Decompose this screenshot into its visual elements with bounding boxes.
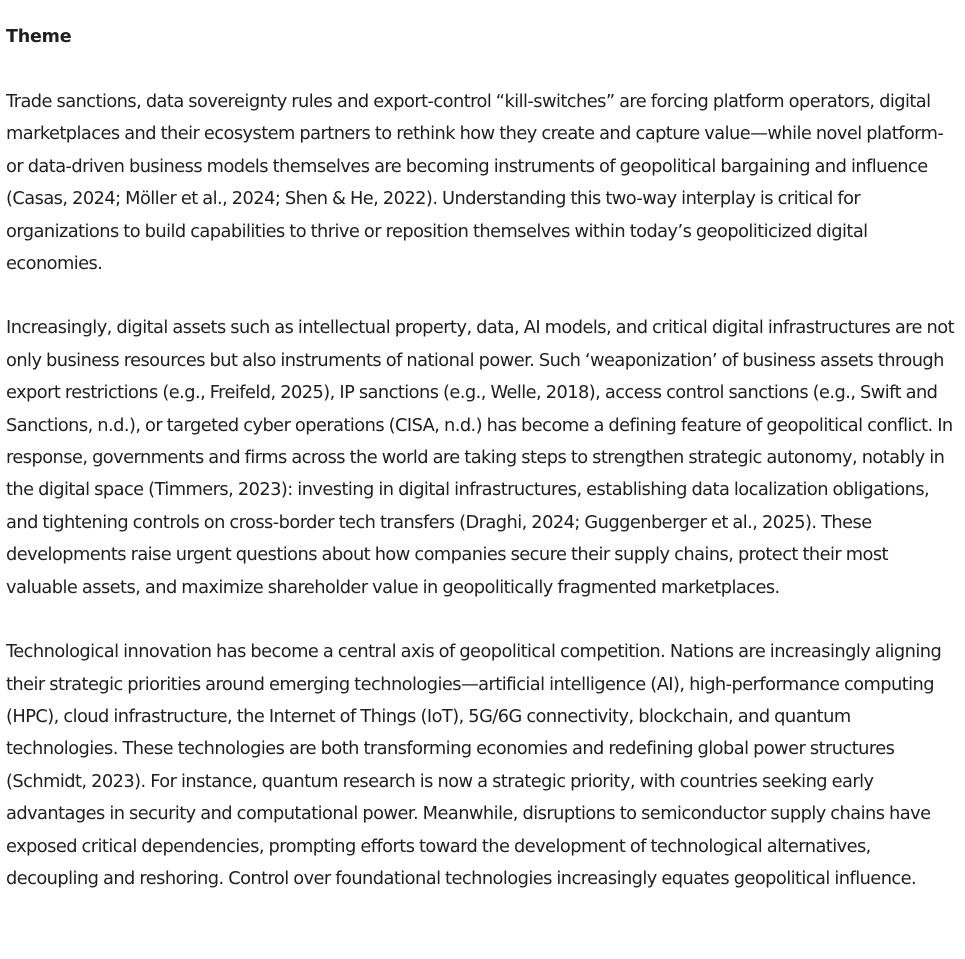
paragraph-technological-innovation: Technological innovation has become a central axis of geopolitical competition. Nations are increasingly aligning their strategic priorities around emerging technologies—artificial intelligence (AI), high-performance computing (HPC), cloud infrastructure, the Internet of Things (IoT), 5G/6G connectivity, blockchain, and quantum technologies. These technologies are both transforming economies and redefining global power structures (Schmidt, 2023). For instance, quantum research is now a strategic priority, with countries seeking early advantages in security and computational power. Meanwhile, disruptions to semiconductor supply chains have exposed critical dependencies, prompting efforts toward the development of technological alternatives, decoupling and reshoring. Control over foundational technologies increasingly equates geopolitical influence.: [6, 641, 942, 889]
paragraph-sanctions: Trade sanctions, data sovereignty rules and export-control “kill-switches” are forcing platform operators, digital marketplaces and their ecosystem partners to rethink how they create and capture value—while novel platform- or data-driven business models themselves are becoming instruments of geopolitical bargaining and influence (Casas, 2024; Möller et al., 2024; Shen & He, 2022). Understanding this two-way interplay is critical for organizations to build capabilities to thrive or reposition themselves within today’s geopoliticized digital economies.: [6, 91, 944, 275]
paragraph-digital-assets: Increasingly, digital assets such as intellectual property, data, AI models, and critical digital infrastructures are not only business resources but also instruments of national power. Such ‘weaponization’ of business assets through export restrictions (e.g., Freifeld, 2025), IP sanctions (e.g., Welle, 2018), access control sanctions (e.g., Swift and Sanctions, n.d.), or targeted cyber operations (CISA, n.d.) has become a defining feature of geopolitical conflict. In response, governments and firms across the world are taking steps to strengthen strategic autonomy, notably in the digital space (Timmers, 2023): investing in digital infrastructures, establishing data localization obligations, and tightening controls on cross-border tech transfers (Draghi, 2024; Guggenberger et al., 2025). These developments raise urgent questions about how companies secure their supply chains, protect their most valuable assets, and maximize shareholder value in geopolitically fragmented marketplaces.: [6, 317, 954, 598]
section-heading: Theme: [6, 27, 72, 47]
